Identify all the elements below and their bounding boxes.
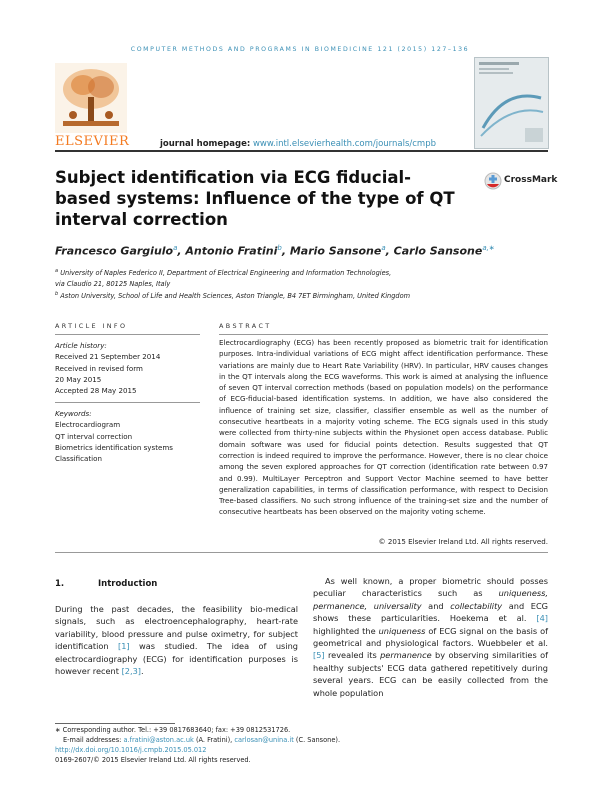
- body-text: was studied. The idea of using electrocardiography (ECG) for identification purposes is however recent: [55, 641, 298, 677]
- footnotes: [55, 725, 455, 765]
- abstract-heading: ABSTRACT: [219, 322, 272, 330]
- crossmark-icon[interactable]: [484, 172, 502, 192]
- publisher-name: ELSEVIER: [55, 134, 130, 149]
- body-text: and ECG shows these particularities. Hoekema et al.: [313, 600, 549, 624]
- email-note: [55, 735, 455, 745]
- citation-link[interactable]: [4]: [536, 613, 548, 624]
- body-text: by observing similarities of healthy subjects' ECG data gathered repetitively during several years. ECG can be easily collected from the whole population: [313, 650, 548, 698]
- keyword: Electrocardiogram: [55, 420, 121, 430]
- email-link[interactable]: a.fratini@aston.ac.uk: [123, 736, 194, 744]
- revised-label: Received in revised form: [55, 363, 143, 373]
- abstract-copyright: © 2015 Elsevier Ireland Ltd. All rights reserved.: [378, 537, 548, 546]
- citation-link[interactable]: [1]: [118, 641, 130, 652]
- journal-homepage: [160, 139, 436, 149]
- crossmark-label[interactable]: CrossMark: [504, 175, 558, 185]
- keywords-rule: [55, 402, 200, 403]
- revised-date: 20 May 2015: [55, 374, 102, 384]
- affiliation-b: [55, 289, 515, 302]
- body-text: of ECG signal on the basis of geometrical and physiological factors. Wuebbeler et al.: [313, 625, 548, 649]
- abstract-bottom-rule: [55, 552, 548, 553]
- received-date: Received 21 September 2014: [55, 352, 161, 362]
- keyword: Biometrics identification systems: [55, 442, 173, 452]
- keyword: QT interval correction: [55, 431, 133, 441]
- author-list: Francesco Gargiulo$^a$, Antonio Fratini$^b$, Mario Sansone$^a$, Carlo Sansone$^{a,∗}$: [55, 244, 495, 258]
- body-text: and: [421, 600, 451, 611]
- affiliation-a: [55, 266, 515, 290]
- author-affiliation-mark: a: [173, 244, 178, 252]
- article-info-rule: [55, 334, 200, 335]
- corresponding-author-note: ∗ Corresponding author. Tel.: +39 0817683640; fax: +39 0812531726.: [55, 726, 291, 734]
- section-heading-introduction: [55, 579, 157, 589]
- affiliation-line: via Claudio 21, 80125 Naples, Italy: [55, 280, 171, 289]
- affiliation-line: University of Naples Federico II, Department of Electrical Engineering and Information Technologies,: [60, 269, 392, 278]
- body-text: As well known, a proper biometric should posses peculiar characteristics such as: [313, 576, 548, 599]
- citation-link[interactable]: [5]: [313, 650, 325, 661]
- article-title: Subject identification via ECG fiducial-based systems: Influence of the type of QT interval correction: [55, 168, 455, 229]
- doi-link[interactable]: http://dx.doi.org/10.1016/j.cmpb.2015.05.012: [55, 746, 207, 754]
- author-name[interactable]: Mario Sansone: [289, 244, 382, 258]
- email-owner: (A. Fratini),: [193, 736, 235, 744]
- body-emphasis: uniqueness: [378, 625, 426, 636]
- body-emphasis: permanence: [380, 650, 432, 661]
- issn-copyright: 0169-2607/© 2015 Elsevier Ireland Ltd. All rights reserved.: [55, 756, 251, 764]
- affiliation-mark: b: [55, 291, 59, 297]
- abstract-rule: [219, 334, 548, 335]
- accepted-date: Accepted 28 May 2015: [55, 386, 137, 396]
- elsevier-tree-logo-icon: [55, 63, 127, 133]
- body-emphasis: uniqueness, permanence, universality: [313, 588, 548, 611]
- history-label: Article history:: [55, 341, 107, 350]
- footnote-rule: [55, 723, 175, 724]
- section-title: Introduction: [98, 579, 158, 589]
- abstract-text: Electrocardiography (ECG) has been recently proposed as biometric trait for identification purposes. Intra-individual variations of ECG might affect identification performance. These variations are mainly due to Heart Rate Variability (HRV). In particular, HRV causes changes in the QT intervals along the ECG waveforms. This work is aimed at analysing the influence of seven QT interval correction methods (based on population models) on the performance of ECG-fiducial-based identification systems. In addition, we have also considered the influence of training set size, classifier, classifier ensemble as well as the number of consecutive heartbeats in a majority voting scheme. The ECG signals used in this study were collected from thirty-nine subjects within the Physionet open access database. Public domain software was used for fiducial points detection. Results suggested that QT correction is indeed required to improve the performance. However, there is no clear choice among the seven explored approaches for QT correction (identification rate between 0.97 and 0.99). MultiLayer Perceptron and Support Vector Machine seemed to have better generalization capabilities, in terms of classification performance, with respect to Decision Tree-based classifiers. No such strong influence of the training-set size and the number of consecutive heartbeats has been observed on the majority voting scheme.: [219, 338, 548, 517]
- keyword: Classification: [55, 454, 102, 464]
- author-affiliation-mark: a: [381, 244, 386, 252]
- author-affiliation-mark: b: [277, 244, 282, 252]
- body-emphasis: collectability: [450, 600, 503, 611]
- section-number: 1.: [55, 579, 65, 589]
- article-info-heading: ARTICLE INFO: [55, 322, 128, 330]
- intro-paragraph-right: [313, 575, 548, 699]
- affiliation-line: Aston University, School of Life and Health Sciences, Aston Triangle, B4 7ET Birmingham, United Kingdom: [60, 292, 411, 301]
- body-text: revealed its: [324, 650, 381, 661]
- keywords-label: Keywords:: [55, 409, 92, 418]
- email-label: E-mail addresses:: [63, 736, 124, 744]
- intro-paragraph-left: [55, 603, 298, 677]
- citation-link[interactable]: [2,3]: [121, 666, 141, 677]
- author-name[interactable]: Francesco Gargiulo: [55, 244, 174, 258]
- affiliation-mark: a: [55, 268, 59, 274]
- body-text: During the past decades, the feasibility bio-medical signals, such as electroencephalography, heart-rate variability, blood pressure and pulse oximetry, for subject identification: [55, 604, 298, 652]
- author-name[interactable]: Carlo Sansone: [393, 244, 483, 258]
- email-owner: (C. Sansone).: [293, 736, 341, 744]
- header-rule-double: [55, 151, 548, 152]
- journal-cover-image: [474, 57, 549, 149]
- author-name[interactable]: Antonio Fratini: [185, 244, 278, 258]
- journal-running-header: COMPUTER METHODS AND PROGRAMS IN BIOMEDICINE 121 (2015) 127–136: [130, 46, 470, 53]
- homepage-link[interactable]: www.intl.elsevierhealth.com/journals/cmpb: [252, 139, 437, 149]
- body-text: .: [140, 666, 144, 677]
- body-text: highlighted the: [313, 625, 379, 636]
- homepage-label: journal homepage:: [160, 139, 251, 149]
- author-affiliation-mark: a,∗: [482, 244, 495, 252]
- article-history: [55, 340, 200, 396]
- keywords-block: [55, 408, 200, 464]
- email-link[interactable]: carlosan@unina.it: [234, 736, 294, 744]
